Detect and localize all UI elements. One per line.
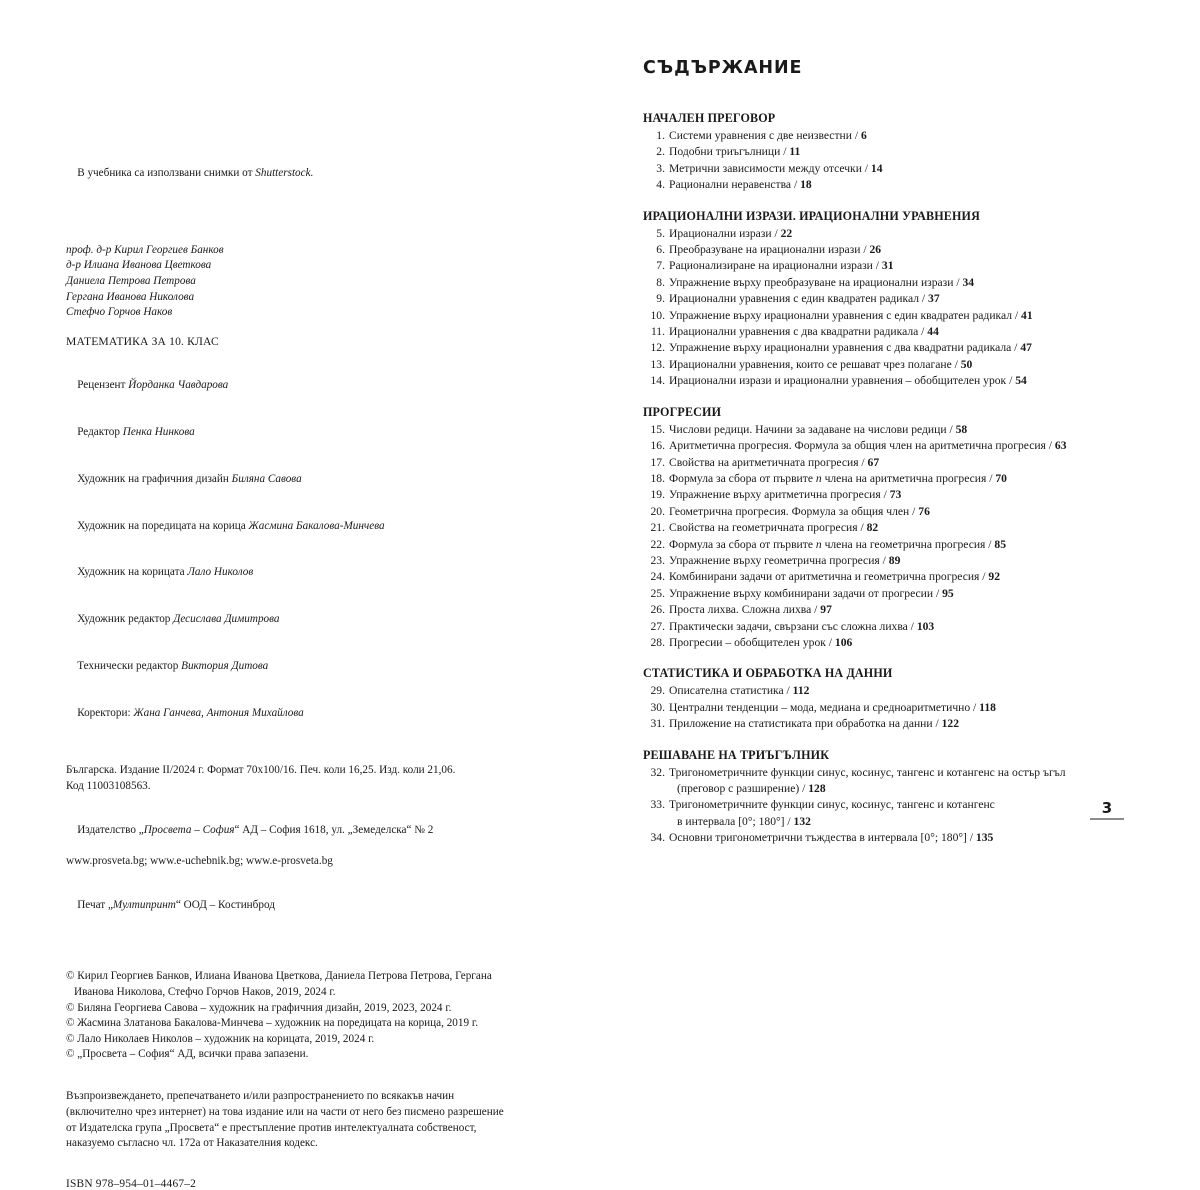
toc-entry-page: 82 bbox=[866, 521, 879, 535]
printer-prefix: Печат „ bbox=[77, 899, 113, 912]
toc-entry[interactable] bbox=[643, 471, 1113, 487]
toc-entry-page: 6 bbox=[860, 129, 867, 142]
toc-entry-body bbox=[669, 619, 1113, 635]
toc-entry[interactable] bbox=[643, 373, 1113, 389]
credit-role: Рецензент bbox=[77, 379, 129, 392]
toc-entry-number: 4. bbox=[656, 178, 665, 192]
book-title: МАТЕМАТИКА ЗА 10. КЛАС bbox=[66, 334, 219, 348]
toc-entry[interactable] bbox=[643, 830, 1113, 846]
toc-entry-page: 47 bbox=[1020, 341, 1032, 355]
toc-entry-page: 135 bbox=[975, 831, 994, 845]
toc-entry-body bbox=[669, 258, 1113, 274]
spacer bbox=[66, 737, 496, 763]
credit-role: Художник на графичния дизайн bbox=[77, 472, 232, 485]
toc-entry-title: Упражнение върху аритметична прогресия / bbox=[669, 488, 890, 502]
toc-entry[interactable] bbox=[643, 504, 1113, 520]
toc-entry-number: 11. bbox=[650, 325, 665, 339]
toc-entry-body bbox=[669, 275, 1113, 291]
toc-entry-number: 28. bbox=[650, 635, 665, 649]
toc-entry[interactable] bbox=[643, 520, 1113, 536]
toc-entry-body bbox=[669, 471, 1113, 487]
toc-entry-body bbox=[669, 765, 1113, 798]
toc-entry-number: 3. bbox=[656, 161, 665, 175]
toc-entry-title: Аритметична прогресия. Формула за общия член на аритметична прогресия / bbox=[669, 439, 1055, 453]
toc-entry-title: Ирационални уравнения, които се решават чрез полагане / bbox=[669, 357, 961, 371]
toc-entry-number: 19. bbox=[650, 488, 665, 502]
author-3: Даниела Петрова Петрова bbox=[66, 274, 196, 287]
toc-entry-title: Преобразуване на ирационални изрази / bbox=[669, 243, 870, 257]
toc-section-heading: НАЧАЛЕН ПРЕГОВОР bbox=[643, 111, 776, 125]
toc-entry-page: 89 bbox=[888, 553, 901, 567]
math-variable: n bbox=[815, 471, 822, 485]
toc-entry-number: 33. bbox=[650, 798, 665, 812]
toc-entry-page: 103 bbox=[916, 619, 935, 633]
toc-entry[interactable] bbox=[643, 340, 1113, 356]
toc-section-heading: СТАТИСТИКА И ОБРАБОТКА НА ДАННИ bbox=[643, 666, 893, 681]
toc-entry-page: 128 bbox=[808, 782, 826, 795]
toc-entry-body bbox=[669, 504, 1113, 520]
toc-entry-title: Упражнение върху геометрична прогресия / bbox=[669, 553, 889, 567]
toc-entry[interactable] bbox=[643, 586, 1113, 602]
toc-entry-number: 25. bbox=[650, 586, 665, 600]
folio-rule bbox=[1090, 818, 1124, 821]
toc-entry-title: Формула за сбора от първите n члена на геометрична прогресия / bbox=[669, 537, 995, 551]
toc-entry[interactable] bbox=[643, 619, 1113, 635]
toc-entry-title: Ирационални изрази и ирационални уравнения – обобщителен урок / bbox=[669, 374, 1016, 388]
toc-entry-page: 76 bbox=[918, 504, 930, 518]
credit-reviewer bbox=[66, 363, 496, 410]
toc-entry-number: 32. bbox=[650, 765, 665, 779]
toc-entry-body bbox=[669, 242, 1113, 258]
imprint-column bbox=[66, 150, 504, 1190]
toc-entry-body bbox=[669, 586, 1113, 602]
toc-entry-title: Свойства на аритметичната прогресия / bbox=[669, 455, 868, 469]
toc-entry-number: 17. bbox=[650, 455, 665, 469]
toc-entry-page: 22 bbox=[780, 226, 793, 240]
toc-entry-title: Упражнение върху ирационални уравнения с един квадратен радикал / bbox=[669, 308, 1022, 322]
toc-entry-number: 26. bbox=[650, 603, 665, 617]
folio bbox=[1090, 800, 1124, 821]
copyright-graphic-designer: © Биляна Георгиева Савова – художник на графичния дизайн, 2019, 2023, 2024 г. bbox=[66, 1001, 452, 1014]
toc-entry-title: Геометрична прогресия. Формула за общия член / bbox=[669, 504, 919, 518]
author-2: д-р Илиана Иванова Цветкова bbox=[66, 259, 212, 272]
toc-entry[interactable] bbox=[643, 683, 1113, 699]
toc-entry-page: 67 bbox=[867, 455, 880, 469]
photo-credit-source: Shutterstock. bbox=[255, 166, 314, 179]
toc-entry[interactable] bbox=[643, 242, 1113, 258]
toc-entry[interactable] bbox=[643, 716, 1113, 732]
toc-section-heading: ИРАЦИОНАЛНИ ИЗРАЗИ. ИРАЦИОНАЛНИ УРАВНЕНИЯ bbox=[643, 208, 980, 223]
toc-entry-page: 132 bbox=[793, 814, 811, 828]
toc-entry[interactable] bbox=[643, 308, 1113, 324]
printer-line bbox=[66, 883, 496, 930]
publisher-line bbox=[66, 807, 496, 854]
toc-entry-number: 5. bbox=[656, 226, 665, 240]
toc-entry-number: 14. bbox=[650, 374, 665, 388]
credit-role: Технически редактор bbox=[77, 660, 182, 673]
toc-section bbox=[643, 208, 1113, 390]
toc-entry[interactable] bbox=[643, 635, 1113, 651]
toc-entry-number: 29. bbox=[650, 684, 665, 698]
toc-entry-title: Прогресии – обобщителен урок / bbox=[669, 635, 835, 649]
toc-entry-number: 2. bbox=[656, 145, 665, 159]
publisher-prefix: Издателство „ bbox=[77, 823, 144, 836]
toc-entry-body bbox=[669, 569, 1113, 585]
toc-entry-number: 12. bbox=[650, 341, 665, 355]
toc-entry[interactable] bbox=[643, 765, 1113, 798]
toc-entry-body bbox=[669, 520, 1113, 536]
credit-graphic-designer bbox=[66, 456, 496, 503]
credit-technical-editor bbox=[66, 643, 496, 690]
toc-entry-title: Ирационални уравнения с два квадратни радикала / bbox=[669, 325, 928, 339]
toc-entry-body bbox=[669, 830, 1113, 846]
toc-entry-body bbox=[669, 487, 1113, 503]
toc-entry-page: 18 bbox=[800, 178, 812, 192]
toc-entry-number: 13. bbox=[650, 357, 665, 371]
credit-editor bbox=[66, 410, 496, 457]
toc-entry-body bbox=[669, 537, 1113, 553]
credit-role: Коректори: bbox=[77, 706, 134, 719]
toc-entry-number: 7. bbox=[656, 259, 665, 273]
printer-suffix: “ ООД – Костинброд bbox=[175, 899, 275, 912]
toc-entry-body bbox=[669, 144, 1113, 160]
publisher-address: “ АД – София 1618, ул. „Земеделска“ № 2 bbox=[234, 823, 434, 836]
toc-entry-body bbox=[669, 602, 1113, 618]
spacer bbox=[66, 929, 496, 969]
toc-entry-title: Ирационални изрази / bbox=[669, 226, 781, 240]
toc-entry-number: 15. bbox=[650, 422, 665, 436]
toc-entry-number: 31. bbox=[650, 717, 665, 731]
toc-entry-title: Рационални неравенства / bbox=[669, 178, 801, 192]
author-5: Стефчо Горчов Наков bbox=[66, 306, 173, 319]
copyright-cover-artist: © Лало Николаев Николов – художник на корицата, 2019, 2024 г. bbox=[66, 1032, 375, 1045]
toc-entry-body bbox=[669, 340, 1113, 356]
toc-entry-number: 16. bbox=[650, 439, 665, 453]
credit-cover-artist bbox=[66, 550, 496, 597]
toc-entry[interactable] bbox=[643, 700, 1113, 716]
toc-entry-body bbox=[669, 716, 1113, 732]
photo-credit-prefix: В учебника са използвани снимки от bbox=[77, 166, 256, 179]
spacer bbox=[66, 321, 496, 334]
toc-entry-title: Системи уравнения с две неизвестни / bbox=[669, 129, 861, 142]
credit-person: Десислава Димитрова bbox=[173, 613, 280, 626]
toc-entry[interactable] bbox=[643, 602, 1113, 618]
toc-entry-number: 8. bbox=[656, 275, 665, 289]
spacer bbox=[66, 197, 496, 243]
toc-entry-number: 27. bbox=[650, 619, 665, 633]
credit-role: Художник на корицата bbox=[77, 566, 188, 579]
toc-entry-page: 106 bbox=[834, 635, 853, 649]
toc-entry-subline: в интервала [0°; 180°] / 132 bbox=[677, 814, 811, 828]
toc-entry-title: Ирационални уравнения с един квадратен радикал / bbox=[669, 292, 929, 306]
toc-entry[interactable] bbox=[643, 161, 1113, 177]
toc-entry[interactable] bbox=[643, 258, 1113, 274]
toc-entry-title: Свойства на геометричната прогресия / bbox=[669, 521, 867, 535]
toc-entry-number: 10. bbox=[650, 308, 665, 322]
toc-entry[interactable] bbox=[643, 357, 1113, 373]
copyright-authors: © Кирил Георгиев Банков, Илиана Иванова Цветкова, Даниела Петрова Петрова, Гергана Иванова Николова, Стефчо Горчов Наков, 2019, 2024 г. bbox=[66, 970, 495, 998]
toc-entry-number: 6. bbox=[656, 243, 665, 257]
spacer bbox=[66, 1063, 496, 1089]
credit-role: Художник на поредицата на корица bbox=[77, 519, 249, 532]
toc-entry-page: 63 bbox=[1054, 439, 1067, 453]
toc-entry-number: 22. bbox=[650, 537, 665, 551]
author-1: проф. д-р Кирил Георгиев Банков bbox=[66, 243, 224, 256]
credit-proofreaders bbox=[66, 690, 496, 737]
toc-entry-title: Числови редици. Начини за задаване на числови редици / bbox=[669, 422, 956, 436]
toc-entry-body bbox=[669, 324, 1113, 340]
credit-art-editor bbox=[66, 597, 496, 644]
toc-entry-body bbox=[669, 700, 1113, 716]
toc-entry-page: 11 bbox=[789, 145, 801, 159]
spacer bbox=[66, 870, 496, 883]
toc-entry-page: 31 bbox=[881, 259, 894, 273]
credit-role: Редактор bbox=[77, 426, 123, 439]
toc-entry-number: 30. bbox=[650, 700, 665, 714]
toc-entry-page: 41 bbox=[1021, 308, 1033, 322]
toc-entry[interactable] bbox=[643, 324, 1113, 340]
toc-entry-page: 54 bbox=[1015, 374, 1027, 388]
author-4: Гергана Иванова Николова bbox=[66, 290, 195, 303]
page-number: 3 bbox=[1101, 798, 1113, 817]
credit-person: Йорданка Чавдарова bbox=[128, 379, 229, 392]
toc-entry[interactable] bbox=[643, 177, 1113, 193]
toc-entry-number: 34. bbox=[650, 831, 665, 845]
toc-section bbox=[643, 665, 1113, 732]
credit-series-cover-artist bbox=[66, 503, 496, 550]
credit-person: Биляна Савова bbox=[231, 472, 302, 485]
credit-person: Виктория Дитова bbox=[181, 660, 269, 673]
spacer bbox=[66, 1152, 496, 1178]
toc-entry-body bbox=[669, 128, 1113, 144]
toc-entry-body bbox=[669, 177, 1113, 193]
rights-notice: Възпроизвеждането, препечатването и/или разпространението по всякакъв начин (включително чрез интернет) на това издание или на части от него без писмено разрешение от Издателска група „Просвета“ е престъпление против интелектуалната собственост, наказуемо съгласно чл. 172а от Наказателния кодекс. bbox=[66, 1089, 504, 1150]
credit-role: Художник редактор bbox=[77, 613, 174, 626]
toc-entry-page: 118 bbox=[979, 700, 996, 714]
toc-entry-page: 58 bbox=[955, 422, 968, 436]
toc-entry-title: Тригонометричните функции синус, косинус, тангенс и котангенс bbox=[669, 798, 995, 812]
toc-entry[interactable] bbox=[643, 128, 1113, 144]
toc-entry-page: 85 bbox=[994, 537, 1007, 551]
toc-entry[interactable] bbox=[643, 144, 1113, 160]
toc-entry-page: 70 bbox=[995, 471, 1007, 485]
credit-person: Лало Николов bbox=[187, 566, 254, 579]
toc-entry-title: Упражнение върху ирационални уравнения с два квадратни радикала / bbox=[669, 341, 1021, 355]
toc-section bbox=[643, 747, 1113, 847]
toc-entry-page: 92 bbox=[988, 570, 1001, 584]
toc-entry-page: 73 bbox=[889, 488, 902, 502]
toc-entry-page: 122 bbox=[941, 717, 959, 731]
toc-entry-page: 14 bbox=[870, 161, 883, 175]
toc-entry-title: Упражнение върху преобразуване на ирационални изрази / bbox=[669, 275, 963, 289]
toc-entry-number: 18. bbox=[650, 471, 665, 485]
toc-entry-body bbox=[669, 635, 1113, 651]
toc-sections-container bbox=[643, 110, 1113, 847]
toc-entry[interactable] bbox=[643, 226, 1113, 242]
edition-line-1: Българска. Издание II/2024 г. Формат 70х100/16. Печ. коли 16,25. Изд. коли 21,06. bbox=[66, 764, 456, 776]
toc-entry-body bbox=[669, 797, 1113, 830]
toc-section-heading: РЕШАВАНЕ НА ТРИЪГЪЛНИК bbox=[643, 747, 830, 762]
credit-person: Жасмина Бакалова-Минчева bbox=[248, 519, 385, 532]
toc-entry-title: Описателна статистика / bbox=[669, 684, 793, 698]
printer-name: Мултипринт bbox=[112, 899, 176, 912]
toc-entry-title: Подобни триъгълници / bbox=[669, 145, 790, 159]
toc-entry[interactable] bbox=[643, 455, 1113, 471]
toc-entry-body bbox=[669, 226, 1113, 242]
toc-entry-number: 23. bbox=[650, 553, 665, 567]
toc-entry-body bbox=[669, 438, 1113, 454]
copyright-publisher: © „Просвета – София“ АД, всички права запазени. bbox=[66, 1048, 309, 1061]
toc-entry[interactable] bbox=[643, 422, 1113, 438]
table-of-contents bbox=[643, 58, 1113, 861]
toc-entry[interactable] bbox=[643, 487, 1113, 503]
toc-entry-body bbox=[669, 357, 1113, 373]
toc-entry-body bbox=[669, 373, 1113, 389]
math-variable: n bbox=[815, 537, 822, 551]
spacer bbox=[66, 350, 496, 363]
toc-section bbox=[643, 404, 1113, 652]
toc-entry-title: Основни тригонометрични тъждества в интервала [0°; 180°] / bbox=[669, 831, 976, 845]
toc-entry-page: 34 bbox=[962, 275, 975, 289]
toc-entry-page: 95 bbox=[942, 586, 954, 600]
toc-entry-subline: (преговор с разширение) / 128 bbox=[677, 782, 826, 795]
toc-entry-title: Рационализиране на ирационални изрази / bbox=[669, 259, 882, 273]
toc-entry-number: 24. bbox=[650, 570, 665, 584]
toc-section-heading: ПРОГРЕСИИ bbox=[643, 404, 722, 419]
copyright-series-cover-artist: © Жасмина Златанова Бакалова-Минчева – художник на поредицата на корица, 2019 г. bbox=[66, 1017, 478, 1030]
toc-entry-page: 44 bbox=[927, 325, 939, 339]
toc-entry-number: 20. bbox=[650, 504, 665, 518]
toc-entry-title: Упражнение върху комбинирани задачи от прогресии / bbox=[669, 586, 943, 600]
toc-entry-page: 50 bbox=[960, 357, 973, 371]
photo-credit-line bbox=[66, 150, 496, 197]
toc-entry[interactable] bbox=[643, 275, 1113, 291]
toc-entry-body bbox=[669, 161, 1113, 177]
toc-entry-body bbox=[669, 553, 1113, 569]
toc-entry-title: Комбинирани задачи от аритметична и геометрична прогресия / bbox=[669, 570, 989, 584]
page-title: СЪДЪРЖАНИЕ bbox=[643, 58, 803, 78]
toc-entry[interactable] bbox=[643, 438, 1113, 454]
toc-entry-page: 97 bbox=[820, 603, 832, 617]
toc-entry-title: Метрични зависимости между отсечки / bbox=[669, 161, 871, 175]
toc-entry-body bbox=[669, 455, 1113, 471]
isbn-line: ISBN 978–954–01–4467–2 bbox=[66, 1178, 197, 1190]
toc-entry-title: Проста лихва. Сложна лихва / bbox=[669, 603, 821, 617]
toc-entry-number: 9. bbox=[656, 292, 665, 306]
toc-entry[interactable] bbox=[643, 291, 1113, 307]
toc-entry-number: 21. bbox=[650, 521, 665, 535]
spacer bbox=[66, 794, 496, 807]
toc-entry-body bbox=[669, 308, 1113, 324]
credit-person: Пенка Нинкова bbox=[122, 426, 195, 439]
toc-entry-number: 1. bbox=[656, 129, 665, 142]
toc-entry-title: Практически задачи, свързани със сложна лихва / bbox=[669, 619, 917, 633]
toc-entry-title: Формула за сбора от първите n члена на аритметична прогресия / bbox=[669, 471, 996, 485]
toc-entry[interactable] bbox=[643, 553, 1113, 569]
toc-entry[interactable] bbox=[643, 569, 1113, 585]
credit-person: Жана Ганчева, Антония Михайлова bbox=[133, 706, 304, 719]
publisher-websites: www.prosveta.bg; www.e-uchebnik.bg; www.e-prosveta.bg bbox=[66, 854, 333, 867]
toc-entry-body bbox=[669, 291, 1113, 307]
toc-entry[interactable] bbox=[643, 797, 1113, 830]
toc-entry-body bbox=[669, 683, 1113, 699]
toc-entry-page: 37 bbox=[928, 292, 940, 306]
toc-entry-page: 112 bbox=[792, 684, 810, 698]
toc-entry[interactable] bbox=[643, 537, 1113, 553]
toc-section bbox=[643, 110, 1113, 194]
toc-entry-page: 26 bbox=[869, 243, 882, 257]
toc-entry-title: Приложение на статистиката при обработка на данни / bbox=[669, 717, 942, 731]
edition-code-line: Код 11003108563. bbox=[66, 779, 151, 792]
toc-entry-title: Централни тенденции – мода, медиана и средноаритметично / bbox=[669, 700, 980, 714]
publisher-name: Просвета – София bbox=[143, 823, 235, 836]
toc-entry-title: Тригонометричните функции синус, косинус, тангенс и котангенс на остър ъгъл bbox=[669, 765, 1066, 779]
toc-entry-body bbox=[669, 422, 1113, 438]
